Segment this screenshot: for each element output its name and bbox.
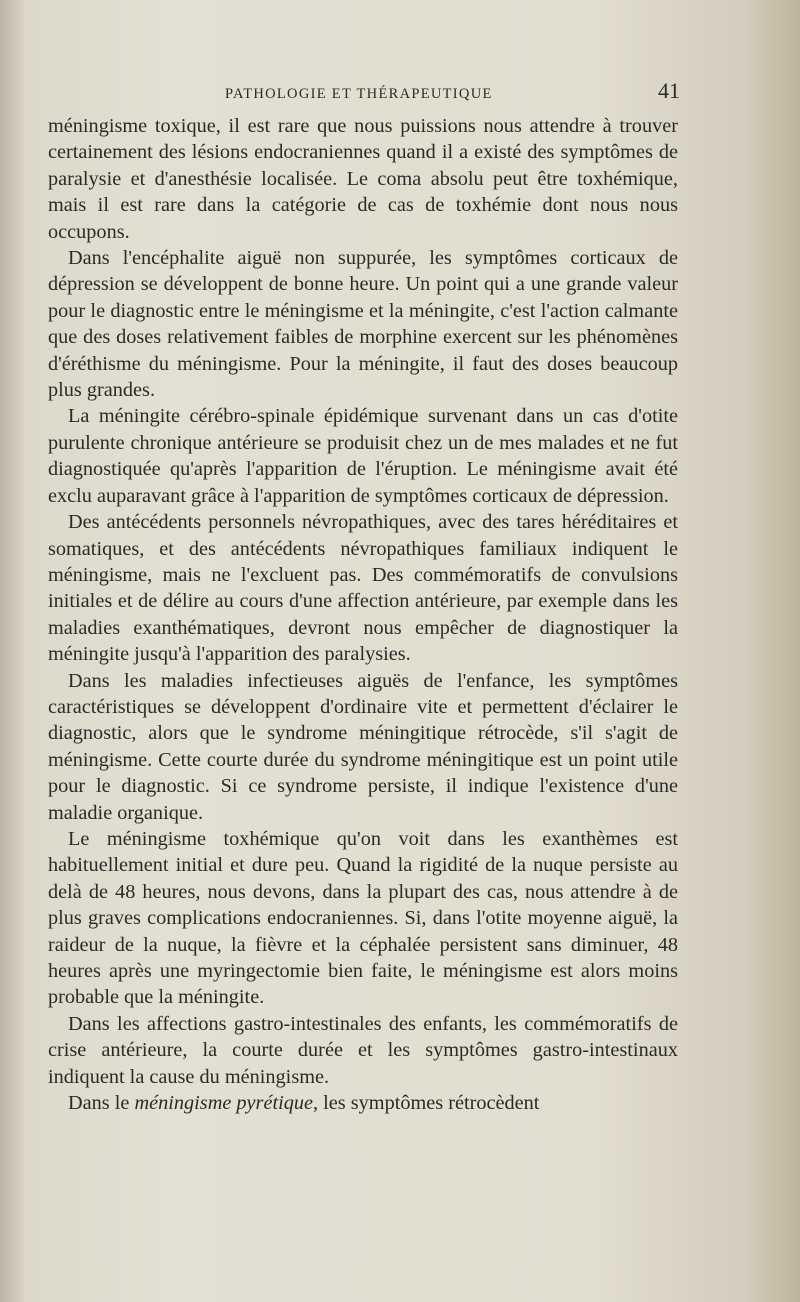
paragraph-lead-text: Dans le	[68, 1092, 135, 1115]
page-gutter-shadow	[0, 0, 26, 1302]
body-text	[48, 113, 678, 1116]
paragraph-maladies-infectieuses: Dans les maladies infectieuses aiguës de l'enfance, les symptômes caractéristiques se développent d'ordinaire vite et permettent d'éclairer le diagnostic, alors que le syndrome méningitique rétrocède, s'il s'agit de méningisme. Cette courte durée du syndrome méningitique est un point utile pour le diagnostic. Si ce syndrome persiste, il indique l'existence d'une maladie organique.	[48, 669, 678, 824]
paragraph-meningisme-toxhemique: Le méningisme toxhémique qu'on voit dans les exanthèmes est habituellement initial et dure peu. Quand la rigidité de la nuque persiste au delà de 48 heures, nous devons, dans la plupart des cas, nous attendre à de plus graves complications endocraniennes. Si, dans l'otite moyenne aiguë, la raideur de la nuque, la fièvre et la céphalée persistent sans diminuer, 48 heures après une myringectomie bien faite, le méningisme est alors moins probable que la méningite.	[48, 827, 678, 1009]
paragraph-tail-text: , les symptômes rétrocèdent	[313, 1092, 540, 1115]
paragraph-antecedents: Des antécédents personnels névropathiques, avec des tares héréditaires et somatiques, et des antécédents névropathiques familiaux indiquent le méningisme, mais ne l'excluent pas. Des commémoratifs de convulsions initiales et de délire au cours d'une affection antérieure, par exemple dans les maladies exanthématiques, devront nous empêcher de diagnostiquer la méningite jusqu'à l'apparition des paralysies.	[48, 511, 678, 666]
paragraph-meningite-cerebro-spinale: La méningite cérébro-spinale épidémique survenant dans un cas d'otite purulente chronique antérieure se produisit chez un de mes malades et ne fut diagnostiquée qu'après l'apparition de l'éruption. Le méningisme avait été exclu auparavant grâce à l'apparition de symptômes corticaux de dépression.	[48, 405, 678, 507]
paragraph-gastro-intestinales: Dans les affections gastro-intestinales des enfants, les commémoratifs de crise antérieure, la courte durée et les symptômes gastro-intestinaux indiquent la cause du méningisme.	[48, 1012, 678, 1088]
paragraph-continuation: méningisme toxique, il est rare que nous puissions nous attendre à trouver certainement des lésions endocraniennes quand il a existé des symptômes de paralysie et d'anesthésie localisée. Le coma absolu peut être toxhémique, mais il est rare dans la catégorie de cas de toxhémie dont nous nous occupons.	[48, 115, 678, 243]
italic-term: méningisme pyrétique	[134, 1092, 314, 1115]
paragraph-encephalite: Dans l'encéphalite aiguë non suppurée, les symptômes corticaux de dépression se développent de bonne heure. Un point qui a une grande valeur pour le diagnostic entre le méningisme et la méningite, c'est l'action calmante que des doses relativement faibles de morphine exercent sur les phénomènes d'éréthisme du méningisme. Pour la méningite, il faut des doses beaucoup plus grandes.	[48, 247, 678, 402]
running-title: PATHOLOGIE ET THÉRAPEUTIQUE	[225, 86, 493, 102]
paragraph-meningisme-pyretique	[48, 1090, 678, 1116]
page-number: 41	[658, 78, 680, 103]
